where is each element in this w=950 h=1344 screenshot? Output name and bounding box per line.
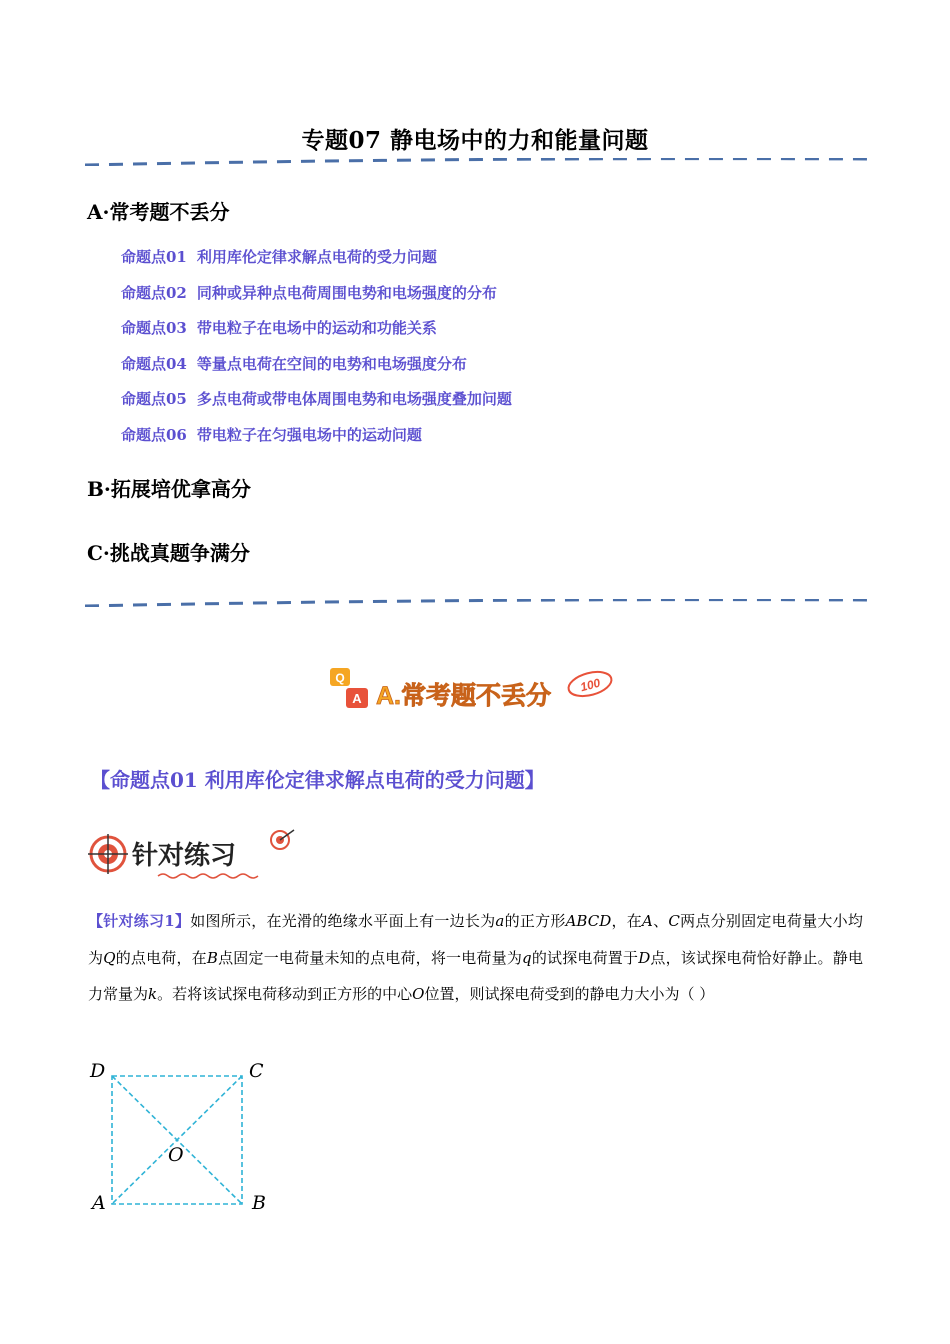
section-b-heading: B·拓展培优拿高分 (87, 477, 251, 501)
top-divider (85, 158, 871, 166)
banner-q: Q (335, 671, 345, 685)
square-figure (86, 1058, 276, 1218)
target-icon (88, 834, 128, 874)
label-o: O (168, 1144, 184, 1166)
question-tag: 【针对练习1】 (88, 912, 191, 930)
section-c-heading: C·挑战真题争满分 (87, 541, 250, 565)
practice-badge-text: 针对练习 (132, 840, 237, 870)
label-d: D (90, 1060, 106, 1082)
toc-item[interactable]: 命题点03 带电粒子在电场中的运动和功能关系 (121, 319, 437, 338)
banner-a: A (352, 691, 362, 706)
square-diagram (86, 1058, 276, 1218)
label-b: B (252, 1192, 266, 1214)
banner-score: 100 (578, 675, 602, 695)
label-a: A (92, 1192, 106, 1214)
label-c: C (249, 1060, 264, 1082)
toc-item[interactable]: 命题点06 带电粒子在匀强电场中的运动问题 (121, 425, 422, 444)
toc-item[interactable]: 命题点04 等量点电荷在空间的电势和电场强度分布 (121, 354, 467, 373)
dartboard-icon (271, 830, 294, 849)
toc-item[interactable]: 命题点01 利用库伦定律求解点电荷的受力问题 (121, 248, 437, 266)
practice-badge (88, 826, 300, 882)
toc-item[interactable]: 命题点02 同种或异种点电荷周围电势和电场强度的分布 (121, 283, 497, 302)
banner-text: A.常考题不丢分 (376, 682, 552, 710)
question-text: 【针对练习1】如图所示，在光滑的绝缘水平面上有一边长为a的正方形ABCD，在A、C两点分别固定电荷量大小均为Q的点电荷，在B点固定一电荷量未知的点电荷，将一电荷量为q的试探电荷置于D点，该试探电荷恰好静止。静电力常量为k。若将该试探电荷移动到正方形的中心O位置，则试探电荷受到的静电力大小为（ ） (88, 912, 863, 1003)
section-a-banner (328, 662, 618, 718)
toc-list (121, 246, 512, 460)
bottom-divider (85, 599, 871, 607)
section-a-heading: A·常考题不丢分 (87, 200, 230, 224)
wavy-underline-icon (158, 874, 258, 878)
toc-item[interactable]: 命题点05 多点电荷或带电体周围电势和电场强度叠加问题 (121, 390, 512, 409)
page-title: 专题07 静电场中的力和能量问题 (301, 127, 649, 154)
point-heading: 【命题点01 利用库伦定律求解点电荷的受力问题】 (90, 768, 545, 792)
